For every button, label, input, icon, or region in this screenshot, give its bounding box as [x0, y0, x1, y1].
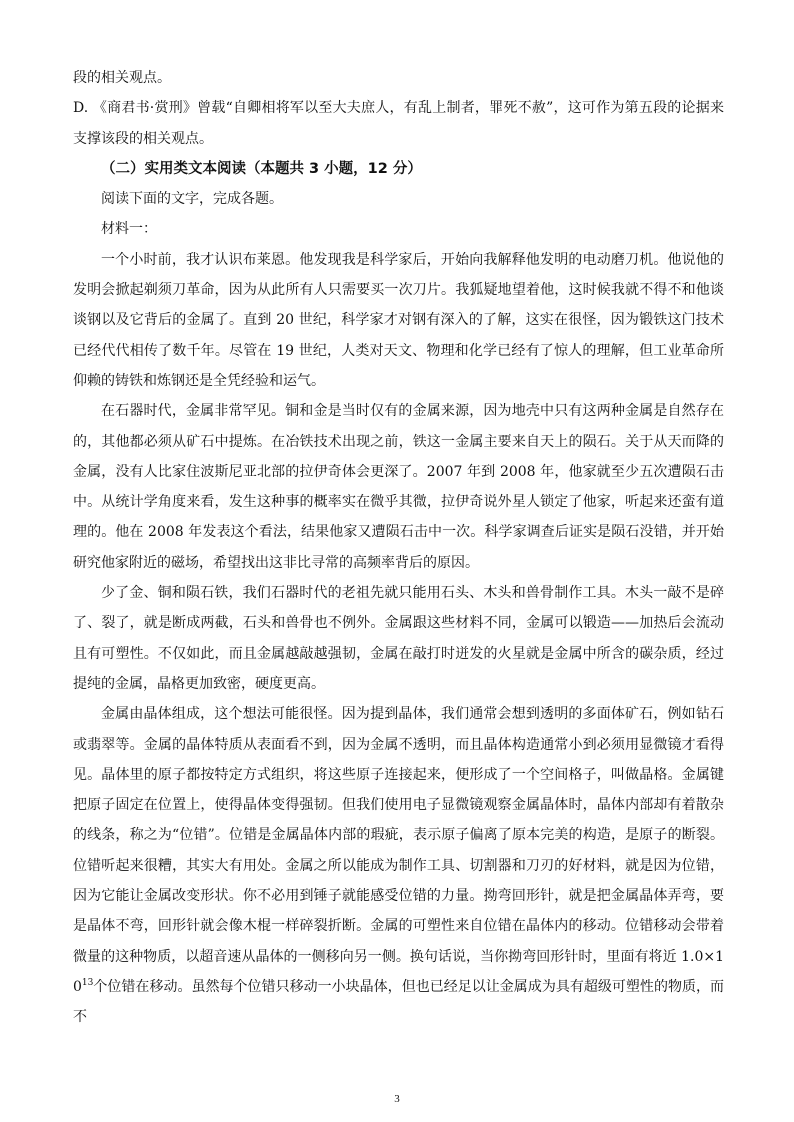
- prev-option-c-tail: 段的相关观点。: [73, 70, 171, 86]
- section-title: （二）实用类文本阅读（本题共 3 小题，12 分）: [101, 160, 422, 177]
- option-d-text: 《商君书·赏刑》曾载“自卿相将军以至大夫庶人，有乱上制者，罪死不赦”，这可作为第五段的论据来支撑该段的相关观点。: [73, 100, 725, 147]
- superscript-exponent: 13: [81, 977, 94, 988]
- paragraph-text: 金属由晶体组成，这个想法可能很怪。因为提到晶体，我们通常会想到透明的多面体矿石，例如钻石或翡翠等。金属的晶体特质从表面看不到，因为金属不透明，而且晶体构造通常小到必须用显微镜才看得见。晶体里的原子都按特定方式组织，将这些原子连接起来，便形成了一个空间格子，叫做晶格。金属键把原子固定在位置上，使得晶体变得强韧。但我们使用电子显微镜观察金属晶体时，晶体内部却有着散杂的线条，称之为“位错”。位错是金属晶体内部的瑕疵，表示原子偏离了原本完美的构造，是原子的断裂。位错听起来很糟，其实大有用处。金属之所以能成为制作工具、切割器和刀刃的好材料，就是因为位错，因为它能让金属改变形状。你不必用到锤子就能感受位错的力量。拗弯回形针，就是把金属晶体弄弯，要是晶体不弯，回形针就会像木棍一样碎裂折断。金属的可塑性来自位错在晶体内的移动。位错移动会带着微量的这种物质，以超音速从晶体的一侧移向另一侧。换句话说，当你拗弯回形针时，里面有将近 1.0×10: [73, 706, 724, 995]
- paragraph: 一个小时前，我才认识布莱恩。他发现我是科学家后，开始向我解释他发明的电动磨刀机。他说他的发明会掀起剃须刀革命，因为从此所有人只需要买一次刀片。我狐疑地望着他，这时候我就不得不和他谈谈钢以及它背后的金属了。直到 20 世纪，科学家才对钢有深入的了解，这实在很怪，因为锻铁这门技术已经代代相传了数千年。尽管在 19 世纪，人类对天文、物理和化学已经有了惊人的理解，但工业革命所仰赖的铸铁和炼钢还是全凭经验和运气。: [73, 251, 724, 389]
- option-d-label: D.: [73, 100, 89, 117]
- instruction: 阅读下面的文字，完成各题。: [101, 191, 283, 208]
- paragraph: 少了金、铜和陨石铁，我们石器时代的老祖先就只能用石头、木头和兽骨制作工具。木头一敲不是碎了、裂了，就是断成两截，石头和兽骨也不例外。金属跟这些材料不同，金属可以锻造——加热后会流动且有可塑性。不仅如此，而且金属越敲越强韧，金属在敲打时迸发的火星就是金属中所含的碳杂质，经过提纯的金属，晶格更加致密，硬度更高。: [73, 585, 724, 692]
- material-label: 材料一：: [101, 221, 157, 238]
- paragraph: 在石器时代，金属非常罕见。铜和金是当时仅有的金属来源，因为地壳中只有这两种金属是自然存在的，其他都必须从矿石中提炼。在冶铁技术出现之前，铁这一金属主要来自天上的陨石。关于从天而降的金属，没有人比家住波斯尼亚北部的拉伊奇体会更深了。2007 年到 2008 年，他家就至少五次遭陨石击中。从统计学角度来看，发生这种事的概率实在微乎其微，拉伊奇说外星人锁定了他家，听起来还蛮有道理的。他在 2008 年发表这个看法，结果他家又遭陨石击中一次。科学家调查后证实是陨石没错，并开始研究他家附近的磁场，希望找出这非比寻常的高频率背后的原因。: [73, 403, 724, 571]
- page-content: [73, 63, 724, 1033]
- prev-option-d: [73, 93, 724, 154]
- page-number: 3: [394, 1093, 400, 1105]
- paragraph-text-cont: 个位错在移动。虽然每个位错只移动一小块晶体，但也已经足以让金属成为具有超级可塑性的物质，而不: [73, 978, 724, 1026]
- paragraph-last: [73, 699, 724, 1032]
